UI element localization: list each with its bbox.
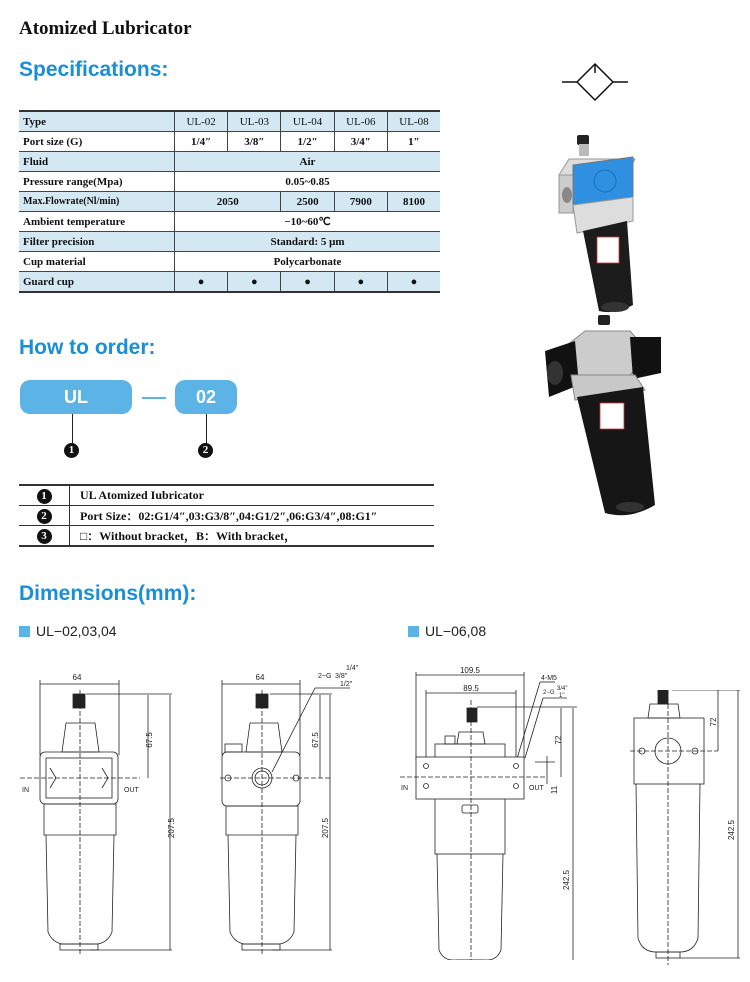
lubricator-symbol-icon xyxy=(560,60,630,105)
bullet-icon: ● xyxy=(334,272,387,293)
square-bullet-icon xyxy=(408,626,419,637)
svg-text:3/4": 3/4" xyxy=(557,686,568,692)
svg-text:2−G: 2−G xyxy=(318,673,332,680)
order-code-port: 02 xyxy=(175,380,237,414)
bullet-icon: ● xyxy=(387,272,440,293)
value-cell: Air xyxy=(175,152,441,172)
value-cell: 1/4″ xyxy=(175,132,228,152)
svg-text:72: 72 xyxy=(554,735,563,745)
svg-text:1": 1" xyxy=(559,693,565,699)
page-title: Atomized Lubricator xyxy=(19,18,192,39)
model-cell: UL-03 xyxy=(228,111,281,132)
table-row-flowrate xyxy=(19,192,440,212)
order-code-series: UL xyxy=(20,380,132,414)
drawing-ul-06-side xyxy=(600,690,750,970)
leader-line xyxy=(72,414,73,444)
value-cell: Standard: 5 μm xyxy=(175,232,441,252)
specifications-table xyxy=(19,110,440,293)
table-row-guard xyxy=(19,272,440,293)
order-legend-table xyxy=(19,484,434,547)
svg-text:11: 11 xyxy=(550,785,559,795)
svg-text:109.5: 109.5 xyxy=(459,666,481,675)
bullet-icon: ● xyxy=(281,272,334,293)
table-row-ambient xyxy=(19,212,440,232)
row-label: Port size (G) xyxy=(19,132,175,152)
legend-row xyxy=(19,485,434,506)
legend-text: Port Size：02:G1/4″,03:G3/8″,04:G1/2″,06:G3/4″,08:G1″ xyxy=(70,506,435,526)
value-cell: −10~60℃ xyxy=(175,212,441,232)
svg-text:67.5: 67.5 xyxy=(145,732,154,748)
group-label-a: UL−02,03,04 xyxy=(19,623,117,639)
table-row-pressure xyxy=(19,172,440,192)
svg-text:1/2": 1/2" xyxy=(340,681,353,688)
row-label: Filter precision xyxy=(19,232,175,252)
row-label: Type xyxy=(19,111,175,132)
drawing-ul-02-side xyxy=(190,660,390,960)
row-label: Fluid xyxy=(19,152,175,172)
value-cell: 1/2″ xyxy=(281,132,334,152)
bullet-icon: ● xyxy=(175,272,228,293)
svg-text:IN: IN xyxy=(22,787,29,794)
svg-text:72: 72 xyxy=(709,717,718,727)
svg-text:64: 64 xyxy=(255,673,265,682)
svg-text:67.5: 67.5 xyxy=(311,732,320,748)
square-bullet-icon xyxy=(19,626,30,637)
value-cell: Polycarbonate xyxy=(175,252,441,272)
table-row-filter xyxy=(19,232,440,252)
value-cell: 0.05~0.85 xyxy=(175,172,441,192)
number-3-icon: 3 xyxy=(37,529,52,544)
svg-text:89.5: 89.5 xyxy=(463,684,479,693)
svg-text:OUT: OUT xyxy=(124,787,139,794)
row-label: Cup material xyxy=(19,252,175,272)
value-cell: 2500 xyxy=(281,192,334,212)
value-cell: 3/4″ xyxy=(334,132,387,152)
bullet-icon: ● xyxy=(228,272,281,293)
drawing-ul-02-front xyxy=(0,660,190,960)
table-row-port-size xyxy=(19,132,440,152)
row-label: Ambient temperature xyxy=(19,212,175,232)
svg-text:207.5: 207.5 xyxy=(321,817,330,839)
svg-text:4-M5: 4-M5 xyxy=(541,675,557,682)
svg-text:OUT: OUT xyxy=(529,785,544,792)
order-code-separator xyxy=(142,397,166,399)
value-cell: 7900 xyxy=(334,192,387,212)
value-cell: 1″ xyxy=(387,132,440,152)
value-cell: 8100 xyxy=(387,192,440,212)
svg-text:2−G: 2−G xyxy=(543,690,555,696)
number-2-icon: 2 xyxy=(37,509,52,524)
legend-text: UL Atomized Iubricator xyxy=(70,485,435,506)
legend-row xyxy=(19,506,434,526)
model-cell: UL-06 xyxy=(334,111,387,132)
value-cell: 3/8″ xyxy=(228,132,281,152)
specifications-heading: Specifications: xyxy=(19,58,169,81)
svg-text:207.5: 207.5 xyxy=(167,817,176,839)
legend-text: □：Without bracket，B：With bracket， xyxy=(70,526,435,547)
marker-1-icon: 1 xyxy=(64,443,79,458)
model-cell: UL-02 xyxy=(175,111,228,132)
row-label: Pressure range(Mpa) xyxy=(19,172,175,192)
svg-text:242.5: 242.5 xyxy=(727,819,736,841)
product-photo-ul-06 xyxy=(535,315,665,520)
table-row-fluid xyxy=(19,152,440,172)
svg-text:242.5: 242.5 xyxy=(562,869,571,891)
table-row-cup xyxy=(19,252,440,272)
table-row-type xyxy=(19,111,440,132)
group-label-b: UL−06,08 xyxy=(408,623,486,639)
number-1-icon: 1 xyxy=(37,489,52,504)
marker-2-icon: 2 xyxy=(198,443,213,458)
row-label: Max.Flowrate(Nl/min) xyxy=(19,192,175,212)
svg-text:IN: IN xyxy=(401,785,408,792)
value-cell: 2050 xyxy=(175,192,281,212)
svg-text:3/8": 3/8" xyxy=(335,673,348,680)
product-photo-ul-02 xyxy=(555,135,665,315)
svg-text:64: 64 xyxy=(72,673,82,682)
leader-line xyxy=(206,414,207,444)
how-to-order-heading: How to order: xyxy=(19,336,156,359)
drawing-ul-06-front xyxy=(395,660,595,960)
dimensions-heading: Dimensions(mm): xyxy=(19,582,197,605)
row-label: Guard cup xyxy=(19,272,175,293)
model-cell: UL-04 xyxy=(281,111,334,132)
model-cell: UL-08 xyxy=(387,111,440,132)
legend-row xyxy=(19,526,434,547)
svg-text:1/4": 1/4" xyxy=(346,665,359,672)
